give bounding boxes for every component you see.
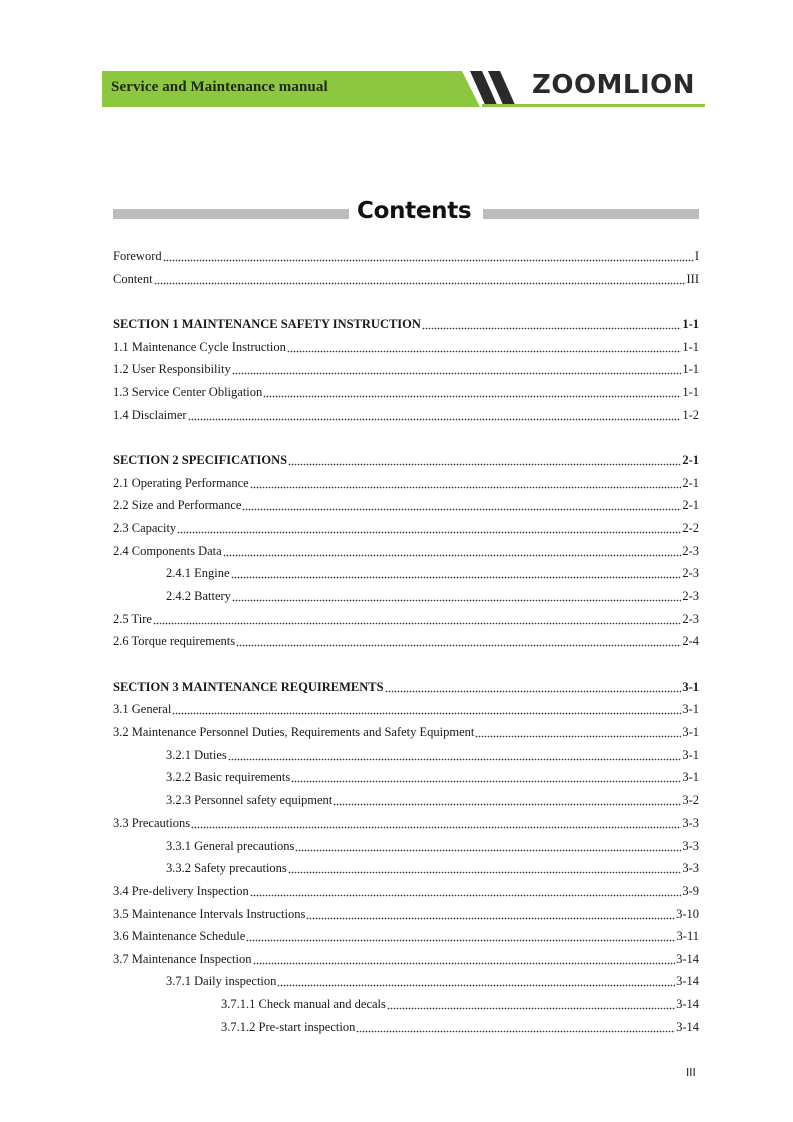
toc-entry-page: 3-2 bbox=[682, 793, 699, 807]
toc-entry-page: 3-1 bbox=[682, 770, 699, 784]
toc-entry-page: 2-2 bbox=[682, 521, 699, 535]
toc-entry[interactable] bbox=[113, 745, 699, 763]
toc-section-entry[interactable] bbox=[113, 314, 699, 332]
toc-entry-page: 1-2 bbox=[682, 408, 699, 422]
toc-entry[interactable] bbox=[113, 382, 699, 400]
toc-leader-dots bbox=[153, 611, 681, 627]
toc-entry[interactable] bbox=[113, 971, 699, 989]
toc-entry-page: 2-3 bbox=[682, 589, 699, 603]
toc-entry[interactable] bbox=[113, 881, 699, 899]
toc-leader-dots bbox=[385, 679, 682, 695]
toc-leader-dots bbox=[250, 475, 682, 491]
toc-entry[interactable] bbox=[113, 1017, 699, 1035]
toc-leader-dots bbox=[154, 271, 686, 287]
toc-section-entry[interactable] bbox=[113, 677, 699, 695]
toc-entry[interactable] bbox=[113, 631, 699, 649]
toc-entry[interactable] bbox=[113, 836, 699, 854]
toc-entry-label: 1.4 Disclaimer bbox=[113, 408, 187, 422]
toc-entry-label: Foreword bbox=[113, 249, 162, 263]
toc-leader-dots bbox=[475, 724, 681, 740]
toc-entry-label: 3.7.1 Daily inspection bbox=[166, 974, 277, 988]
toc-entry-label: 2.1 Operating Performance bbox=[113, 476, 249, 490]
toc-entry-label: 3.2.2 Basic requirements bbox=[166, 770, 291, 784]
toc-leader-dots bbox=[333, 792, 681, 808]
toc-entry[interactable] bbox=[113, 949, 699, 967]
toc-leader-dots bbox=[223, 543, 682, 559]
toc-entry[interactable] bbox=[113, 790, 699, 808]
toc-entry-page: 1-1 bbox=[682, 362, 699, 376]
toc-leader-dots bbox=[188, 407, 682, 423]
contents-heading bbox=[113, 198, 699, 230]
toc-entry[interactable] bbox=[113, 926, 699, 944]
page-number: III bbox=[686, 1066, 696, 1079]
toc-entry-page: 2-3 bbox=[682, 544, 699, 558]
toc-entry-page: 3-1 bbox=[682, 702, 699, 716]
toc-entry-page: 3-1 bbox=[682, 680, 699, 694]
toc-entry[interactable] bbox=[113, 994, 699, 1012]
toc-leader-dots bbox=[295, 838, 681, 854]
toc-entry-label: 2.4 Components Data bbox=[113, 544, 222, 558]
toc-entry-page: 3-3 bbox=[682, 861, 699, 875]
toc-leader-dots bbox=[422, 316, 681, 332]
toc-leader-dots bbox=[277, 973, 675, 989]
page-header bbox=[102, 68, 705, 108]
toc-leader-dots bbox=[163, 248, 694, 264]
toc-entry[interactable] bbox=[113, 722, 699, 740]
header-underline bbox=[482, 104, 705, 107]
toc-entry-page: 2-3 bbox=[682, 566, 699, 580]
toc-entry[interactable] bbox=[113, 473, 699, 491]
toc-entry[interactable] bbox=[113, 337, 699, 355]
toc-entry-label: 3.4 Pre-delivery Inspection bbox=[113, 884, 249, 898]
toc-entry[interactable] bbox=[113, 246, 699, 264]
toc-entry-label: 2.2 Size and Performance bbox=[113, 498, 242, 512]
toc-entry-label: SECTION 1 MAINTENANCE SAFETY INSTRUCTION bbox=[113, 317, 421, 331]
toc-entry-page: 3-14 bbox=[676, 952, 699, 966]
toc-leader-dots bbox=[356, 1019, 675, 1035]
toc-leader-dots bbox=[287, 339, 681, 355]
toc-entry-label: 3.2 Maintenance Personnel Duties, Requirements and Safety Equipment bbox=[113, 725, 475, 739]
toc-entry-page: 3-14 bbox=[676, 974, 699, 988]
toc-leader-dots bbox=[291, 769, 681, 785]
manual-title: Service and Maintenance manual bbox=[111, 79, 328, 95]
zoomlion-logo-icon bbox=[462, 68, 532, 108]
toc-entry-label: Content bbox=[113, 272, 153, 286]
toc-entry-label: 2.3 Capacity bbox=[113, 521, 177, 535]
toc-entry[interactable] bbox=[113, 699, 699, 717]
toc-entry-label: 3.2.3 Personnel safety equipment bbox=[166, 793, 333, 807]
toc-entry-page: 2-1 bbox=[682, 476, 699, 490]
toc-entry[interactable] bbox=[113, 359, 699, 377]
toc-entry[interactable] bbox=[113, 813, 699, 831]
toc-entry-label: 3.3.2 Safety precautions bbox=[166, 861, 287, 875]
toc-entry-page: 3-1 bbox=[682, 748, 699, 762]
toc-entry-page: 3-11 bbox=[676, 929, 699, 943]
toc-entry-page: 3-3 bbox=[682, 816, 699, 830]
heading-bar-left bbox=[113, 209, 349, 219]
toc-entry-label: SECTION 2 SPECIFICATIONS bbox=[113, 453, 288, 467]
toc-entry[interactable] bbox=[113, 586, 699, 604]
toc-entry-label: 2.4.2 Battery bbox=[166, 589, 231, 603]
toc-entry[interactable] bbox=[113, 269, 699, 287]
toc-entry-page: 2-1 bbox=[682, 498, 699, 512]
toc-entry-page: 3-9 bbox=[682, 884, 699, 898]
toc-leader-dots bbox=[242, 497, 681, 513]
toc-entry-label: 1.3 Service Center Obligation bbox=[113, 385, 263, 399]
toc-entry-page: 1-1 bbox=[682, 385, 699, 399]
toc-leader-dots bbox=[228, 747, 682, 763]
toc-entry[interactable] bbox=[113, 904, 699, 922]
toc-entry-page: I bbox=[694, 249, 699, 263]
toc-entry[interactable] bbox=[113, 609, 699, 627]
toc-entry-label: 3.3 Precautions bbox=[113, 816, 191, 830]
toc-entry[interactable] bbox=[113, 541, 699, 559]
toc-entry[interactable] bbox=[113, 858, 699, 876]
toc-leader-dots bbox=[288, 860, 682, 876]
toc-entry-page: 3-14 bbox=[676, 1020, 699, 1034]
toc-leader-dots bbox=[288, 452, 681, 468]
brand-logo-text: ZOOMLION bbox=[532, 70, 696, 100]
toc-entry-label: 3.7.1.2 Pre-start inspection bbox=[221, 1020, 356, 1034]
toc-entry[interactable] bbox=[113, 767, 699, 785]
toc-leader-dots bbox=[246, 928, 675, 944]
toc-leader-dots bbox=[172, 701, 681, 717]
toc-leader-dots bbox=[232, 588, 681, 604]
toc-entry[interactable] bbox=[113, 405, 699, 423]
toc-entry-label: 3.2.1 Duties bbox=[166, 748, 227, 762]
toc-section-entry[interactable] bbox=[113, 450, 699, 468]
toc-entry-page: 3-10 bbox=[676, 907, 699, 921]
toc-entry-label: 2.5 Tire bbox=[113, 612, 152, 626]
toc-entry-page: 2-4 bbox=[682, 634, 699, 648]
toc-entry-label: 3.7.1.1 Check manual and decals bbox=[221, 997, 386, 1011]
toc-leader-dots bbox=[231, 565, 682, 581]
toc-entry-label: 3.7 Maintenance Inspection bbox=[113, 952, 252, 966]
heading-bar-right bbox=[483, 209, 699, 219]
toc-entry-label: 3.3.1 General precautions bbox=[166, 839, 295, 853]
toc-leader-dots bbox=[387, 996, 675, 1012]
toc-entry-page: 3-3 bbox=[682, 839, 699, 853]
toc-entry-label: 3.6 Maintenance Schedule bbox=[113, 929, 246, 943]
toc-entry-label: 3.5 Maintenance Intervals Instructions bbox=[113, 907, 306, 921]
toc-entry-page: 2-1 bbox=[682, 453, 699, 467]
toc-leader-dots bbox=[191, 815, 681, 831]
toc-entry-label: 2.4.1 Engine bbox=[166, 566, 230, 580]
toc-entry-page: 1-1 bbox=[682, 340, 699, 354]
toc-leader-dots bbox=[253, 951, 676, 967]
toc-entry-page: III bbox=[686, 272, 699, 286]
toc-entry-page: 3-1 bbox=[682, 725, 699, 739]
toc-entry-label: 3.1 General bbox=[113, 702, 172, 716]
toc-leader-dots bbox=[306, 906, 675, 922]
toc-entry-page: 2-3 bbox=[682, 612, 699, 626]
contents-title: Contents bbox=[357, 198, 472, 224]
toc-leader-dots bbox=[232, 361, 682, 377]
toc-leader-dots bbox=[250, 883, 682, 899]
toc-entry[interactable] bbox=[113, 563, 699, 581]
toc-leader-dots bbox=[177, 520, 681, 536]
toc-entry[interactable] bbox=[113, 495, 699, 513]
toc-entry-label: 2.6 Torque requirements bbox=[113, 634, 236, 648]
toc-leader-dots bbox=[236, 633, 681, 649]
toc-entry-label: SECTION 3 MAINTENANCE REQUIREMENTS bbox=[113, 680, 384, 694]
toc-entry-label: 1.1 Maintenance Cycle Instruction bbox=[113, 340, 286, 354]
toc-leader-dots bbox=[263, 384, 681, 400]
toc-entry[interactable] bbox=[113, 518, 699, 536]
toc-entry-label: 1.2 User Responsibility bbox=[113, 362, 231, 376]
toc-entry-page: 3-14 bbox=[676, 997, 699, 1011]
toc-entry-page: 1-1 bbox=[682, 317, 699, 331]
